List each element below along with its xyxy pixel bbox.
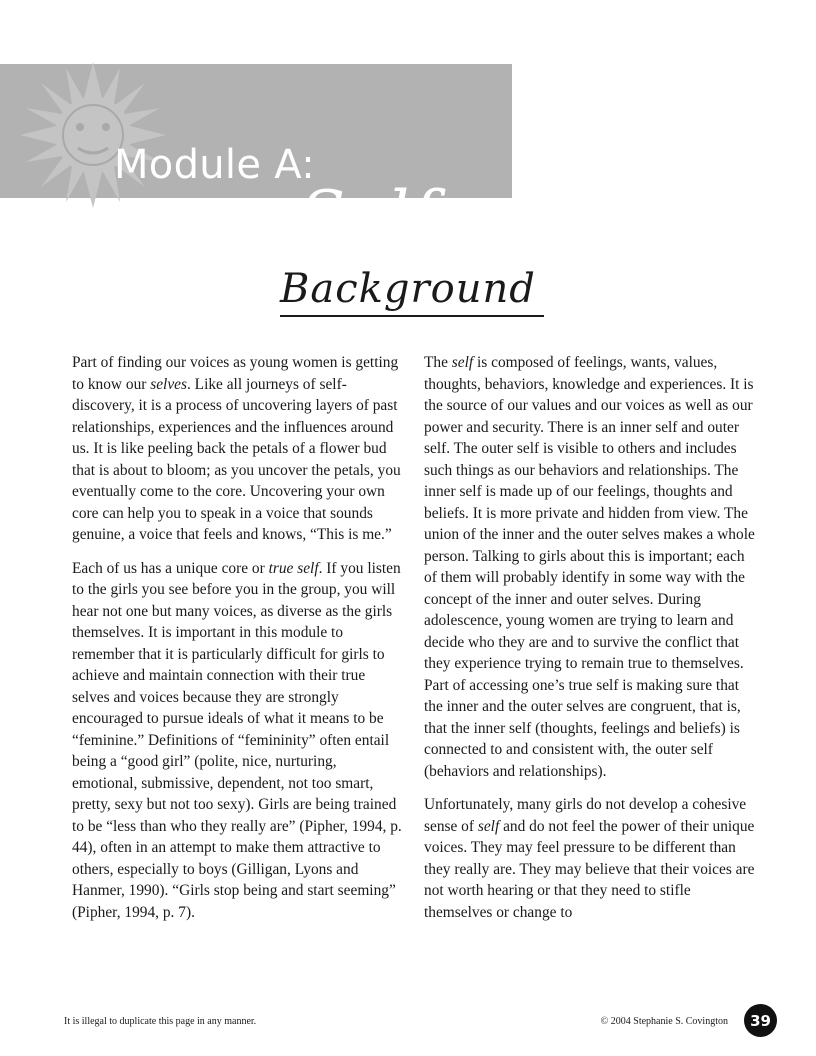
paragraph: Part of finding our voices as young women is getting to know our selves. Like all journeys of self-discovery, it is a process of uncovering layers of past relationships, experiences and the influences around us. It is like peeling back the petals of a flower bud that is about to bloom; as you uncover the petals, you eventually come to the core. Uncovering your own core can help you to speak in a voice that sounds genuine, a voice that feels and knows, “This is me.” (72, 354, 401, 543)
module-name: Self (300, 177, 438, 254)
copy-notice: It is illegal to duplicate this page in any manner. (64, 1016, 257, 1027)
copyright: © 2004 Stephanie S. Covington (600, 1016, 728, 1027)
right-column (424, 352, 756, 935)
paragraph: Each of us has a unique core or true self. If you listen to the girls you see before you in the group, you will hear not one but many voices, as diverse as the girls themselves. It is important in this module to remember that it is particularly difficult for girls to achieve and maintain connection with their true selves and voices because they are strongly encouraged to pursue ideals of what it means to be “feminine.” Definitions of “femininity” often entail being a “good girl” (polite, nice, nurturing, emotional, submissive, dependent, not too smart, pretty, sexy but not too sexy). Girls are being trained to be “less than who they really are” (Pipher, 1994, p. 44), often in an attempt to make them attractive to others, especially to boys (Gilligan, Lyons and Hanmer, 1990). “Girls stop being and start seeming” (Pipher, 1994, p. 7). (72, 559, 402, 921)
module-banner (0, 64, 512, 254)
section-heading: Background (280, 266, 536, 312)
left-column (72, 352, 404, 935)
paragraph: Unfortunately, many girls do not develop a cohesive sense of self and do not feel the power of their unique voices. They may feel pressure to be different than they really are. They may believe that their voices are not worth hearing or that they need to stifle themselves or change to (424, 796, 755, 921)
heading-underline (280, 315, 544, 317)
paragraph: The self is composed of feelings, wants, values, thoughts, behaviors, knowledge and experiences. It is the source of our values and our voices as well as our power and security. There is an inner self and outer self. The outer self is visible to others and includes such things as our behaviors and relationships. The inner self is made up of our feelings, thoughts and beliefs. It is more private and hidden from view. The union of the inner and the outer selves makes a whole person. Talking to girls about this is important; each of them will probably identify in some way with the concept of the inner and outer selves. During adolescence, young women are trying to learn and decide who they are and to survive the conflict that they experience trying to remain true to themselves. Part of accessing one’s true self is making sure that the inner and the outer selves are congruent, that is, that the inner self (thoughts, feelings and beliefs) is connected to and consistent with, the outer self (behaviors and relationships). (424, 354, 755, 780)
module-label: Module A: (114, 142, 316, 188)
page-number: 39 (744, 1004, 777, 1037)
